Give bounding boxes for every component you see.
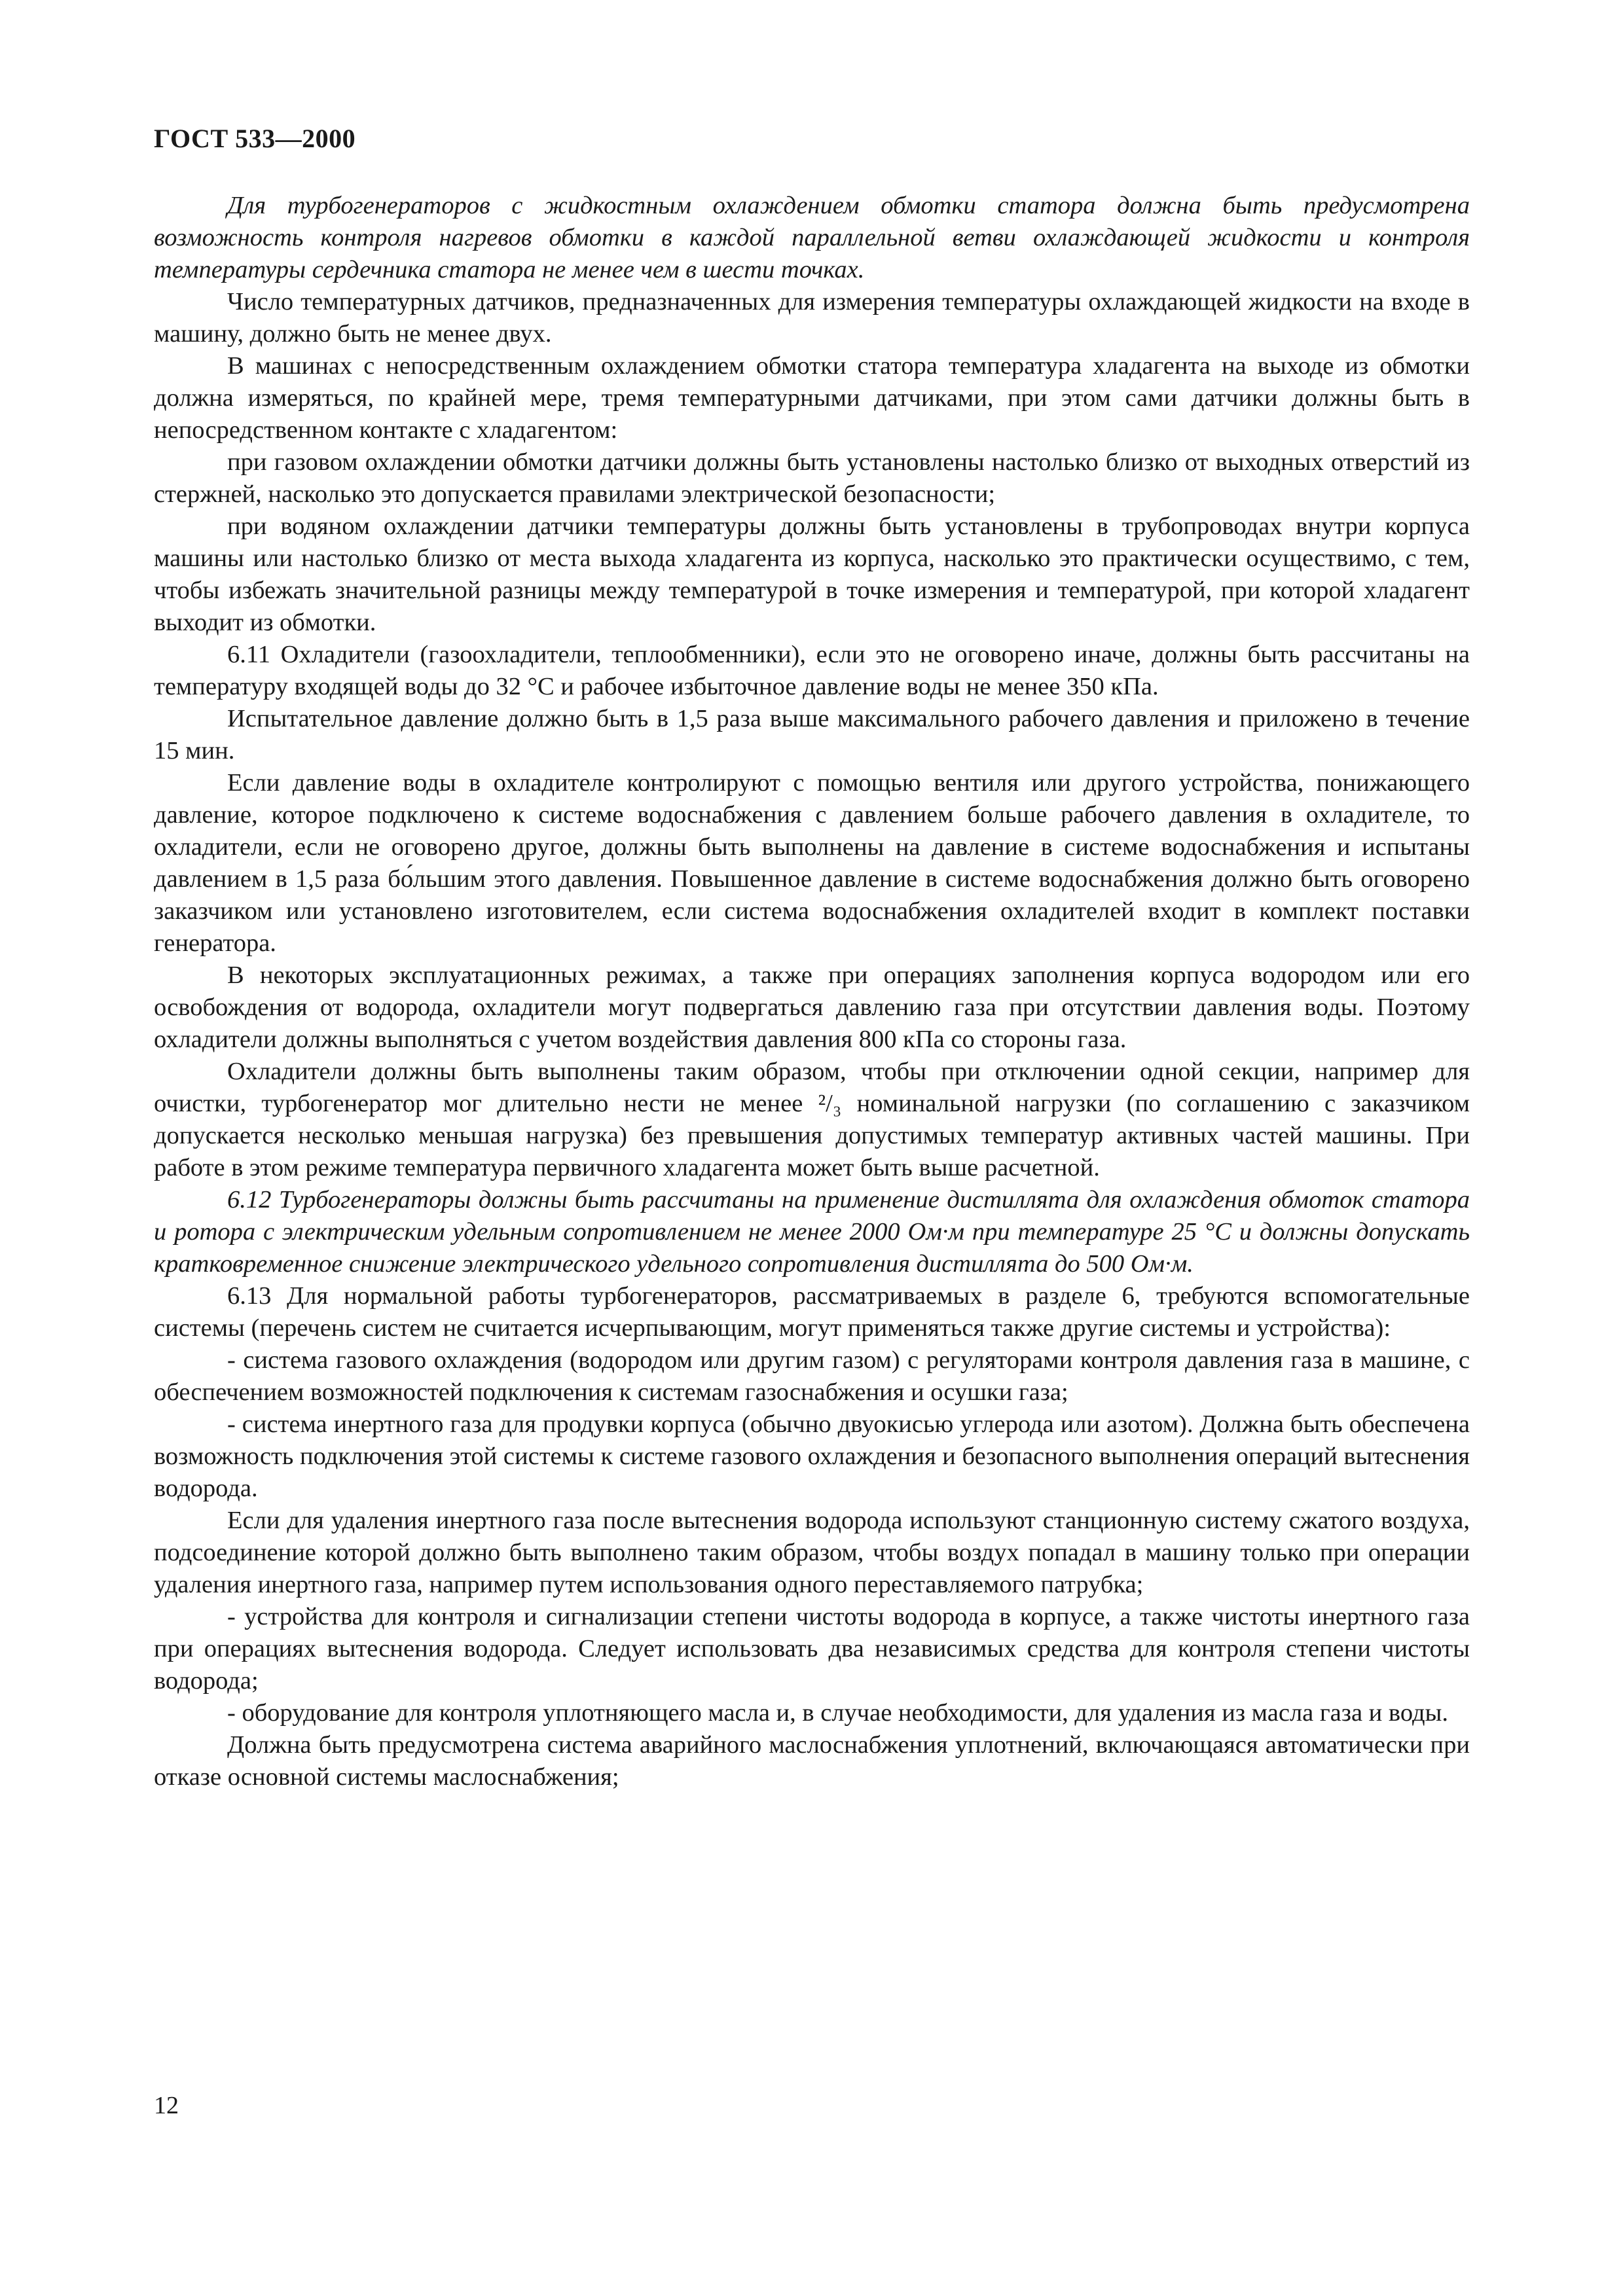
paragraph-water-cooling: при водяном охлаждении датчики температуры должны быть установлены в трубопроводах внутри корпуса машины или настолько близко от места выхода хладагента из корпуса, насколько это практически осуществимо, с тем, чтобы избежать значительной разницы между температурой в точке измерения и температурой, при которой хладагент выходит из обмотки. [154,512,1470,636]
paragraph-cooler-sections: Охладители должны быть выполнены таким образом, чтобы при отключении одной секции, например для очистки, турбогенератор мог длительно нести не менее ²/₃ номинальной нагрузки (по соглашению с заказчиком допускается несколько меньшая нагрузка) без превышения допустимых температур активных частей машины. При работе в этом режиме температура первичного хладагента может быть выше расчетной. [154,1058,1470,1181]
paragraph-test-pressure: Испытательное давление должно быть в 1,5 раза выше максимального рабочего давления и приложено в течение 15 мин. [154,705,1470,764]
list-item-hydrogen-purity: - устройства для контроля и сигнализации степени чистоты водорода в корпусе, а также чистоты инертного газа при операциях вытеснения водорода. Следует использовать два независимых средства для контроля степени чистоты водорода; [154,1603,1470,1695]
document-body [154,190,1470,1793]
page-number: 12 [154,2092,179,2119]
paragraph-liquid-cooling: Для турбогенераторов с жидкостным охлаждением обмотки статора должна быть предусмотрена возможность контроля нагревов обмотки в каждой параллельной ветви охлаждающей жидкости и контроля температуры сердечника статора не менее чем в шести точках. [154,192,1470,283]
paragraph-emergency-oil: Должна быть предусмотрена система аварийного маслоснабжения уплотнений, включающаяся автоматически при отказе основной системы маслоснабжения; [154,1731,1470,1791]
paragraph-6-13: 6.13 Для нормальной работы турбогенераторов, рассматриваемых в разделе 6, требуются вспомогательные системы (перечень систем не считается исчерпывающим, могут применяться также другие системы и устройства): [154,1282,1470,1342]
list-item-gas-cooling-system: - система газового охлаждения (водородом или другим газом) с регуляторами контроля давления газа в машине, с обеспечением возможностей подключения к системам газоснабжения и осушки газа; [154,1346,1470,1406]
list-item-seal-oil: - оборудование для контроля уплотняющего масла и, в случае необходимости, для удаления из масла газа и воды. [227,1699,1449,1727]
paragraph-operating-modes: В некоторых эксплуатационных режимах, а также при операциях заполнения корпуса водородом или его освобождения от водорода, охладители могут подвергаться давлению газа при отсутствии давления воды. Поэтому охладители должны выполняться с учетом воздействия давления 800 кПа со стороны газа. [154,961,1470,1053]
paragraph-6-11: 6.11 Охладители (газоохладители, теплообменники), если это не оговорено иначе, должны быть рассчитаны на температуру входящей воды до 32 °С и рабочее избыточное давление воды не менее 350 кПа. [154,641,1470,700]
paragraph-6-12: 6.12 Турбогенераторы должны быть рассчитаны на применение дистиллята для охлаждения обмоток статора и ротора с электрическим удельным сопротивлением не менее 2000 Ом·м при температуре 25 °С и должны допускать кратковременное снижение электрического удельного сопротивления дистиллята до 500 Ом·м. [154,1186,1470,1278]
paragraph-compressed-air: Если для удаления инертного газа после вытеснения водорода используют станционную систему сжатого воздуха, подсоединение которой должно быть выполнено таким образом, чтобы воздух попадал в машину только при операции удаления инертного газа, например путем использования одного переставляемого патрубка; [154,1507,1470,1598]
paragraph-sensor-count: Число температурных датчиков, предназначенных для измерения температуры охлаждающей жидкости на входе в машину, должно быть не менее двух. [154,288,1470,348]
paragraph-water-pressure: Если давление воды в охладителе контролируют с помощью вентиля или другого устройства, понижающего давление, которое подключено к системе водоснабжения с давлением больше рабочего давления в охладителе, то охладители, если не оговорено другое, должны быть выполнены на давление в системе водоснабжения и испытаны давлением в 1,5 раза бо́льшим этого давления. Повышенное давление в системе водоснабжения должно быть оговорено заказчиком или установлено изготовителем, если система водоснабжения охладителей входит в комплект поставки генератора. [154,769,1470,957]
list-item-inert-gas-system: - система инертного газа для продувки корпуса (обычно двуокисью углерода или азотом). Должна быть обеспечена возможность подключения этой системы к системе газового охлаждения и безопасного выполнения операций вытеснения водорода. [154,1410,1470,1502]
paragraph-direct-cooling: В машинах с непосредственным охлаждением обмотки статора температура хладагента на выходе из обмотки должна измеряться, по крайней мере, тремя температурными датчиками, при этом сами датчики должны быть в непосредственном контакте с хладагентом: [154,352,1470,444]
document-header: ГОСТ 533—2000 [154,124,356,153]
paragraph-gas-cooling: при газовом охлаждении обмотки датчики должны быть установлены настолько близко от выходных отверстий из стержней, насколько это допускается правилами электрической безопасности; [154,448,1470,508]
